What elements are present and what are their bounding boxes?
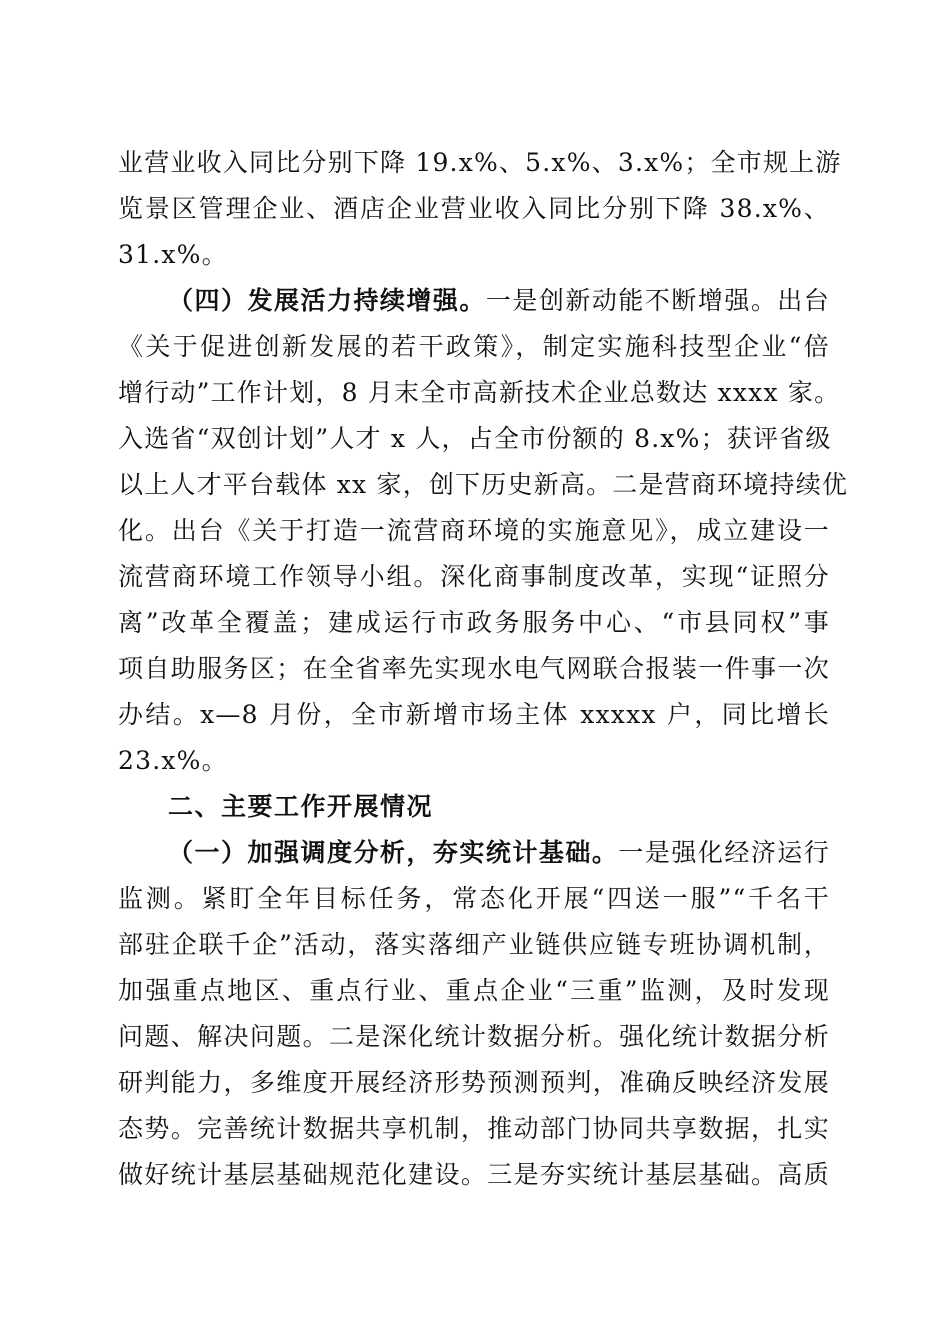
text-line: 流营商环境工作领导小组。深化商事制度改革，实现“证照分	[118, 562, 830, 591]
text-line: 以上人才平台载体 xx 家，创下历史新高。二是营商环境持续优	[118, 470, 849, 499]
paragraph-first-line	[168, 284, 830, 318]
text-line: 业营业收入同比分别下降 19.x%、5.x%、3.x%；全市规上游	[118, 148, 842, 177]
text-span: 一是强化经济运行	[618, 838, 830, 867]
text-line: 研判能力，多维度开展经济形势预测预判，准确反映经济发展	[118, 1068, 830, 1097]
text-line: 增行动”工作计划，8 月末全市高新技术企业总数达 xxxx 家。	[118, 378, 841, 407]
text-line: 项自助服务区；在全省率先实现水电气网联合报装一件事一次	[118, 654, 830, 683]
text-line: 问题、解决问题。二是深化统计数据分析。强化统计数据分析	[118, 1022, 830, 1051]
text-line: 做好统计基层基础规范化建设。三是夯实统计基层基础。高质	[118, 1160, 830, 1189]
text-line: 览景区管理企业、酒店企业营业收入同比分别下降 38.x%、	[118, 194, 830, 223]
paragraph-lead: （四）发展活力持续增强。	[168, 286, 486, 315]
text-line: 态势。完善统计数据共享机制，推动部门协同共享数据，扎实	[118, 1114, 830, 1143]
text-line: 办结。x—8 月份，全市新增市场主体 xxxxx 户，同比增长	[118, 700, 830, 729]
text-line: 加强重点地区、重点行业、重点企业“三重”监测，及时发现	[118, 976, 830, 1005]
text-line: 《关于促进创新发展的若干政策》，制定实施科技型企业“倍	[118, 332, 830, 361]
text-line: 31.x%。	[118, 240, 228, 269]
text-span: 一是创新动能不断增强。出台	[485, 286, 830, 315]
paragraph-lead: （一）加强调度分析，夯实统计基础。	[168, 838, 619, 867]
text-line: 入选省“双创计划”人才 x 人，占全市份额的 8.x%；获评省级	[118, 424, 832, 453]
text-line: 监测。紧盯全年目标任务，常态化开展“四送一服”“千名干	[118, 884, 830, 913]
text-line: 部驻企联千企”活动，落实落细产业链供应链专班协调机制，	[118, 930, 830, 959]
text-line: 离”改革全覆盖；建成运行市政务服务中心、“市县同权”事	[118, 608, 830, 637]
section-heading: 二、主要工作开展情况	[168, 792, 434, 821]
text-line: 23.x%。	[118, 746, 228, 775]
text-line: 化。出台《关于打造一流营商环境的实施意见》，成立建设一	[118, 516, 830, 545]
paragraph-first-line	[168, 836, 830, 870]
